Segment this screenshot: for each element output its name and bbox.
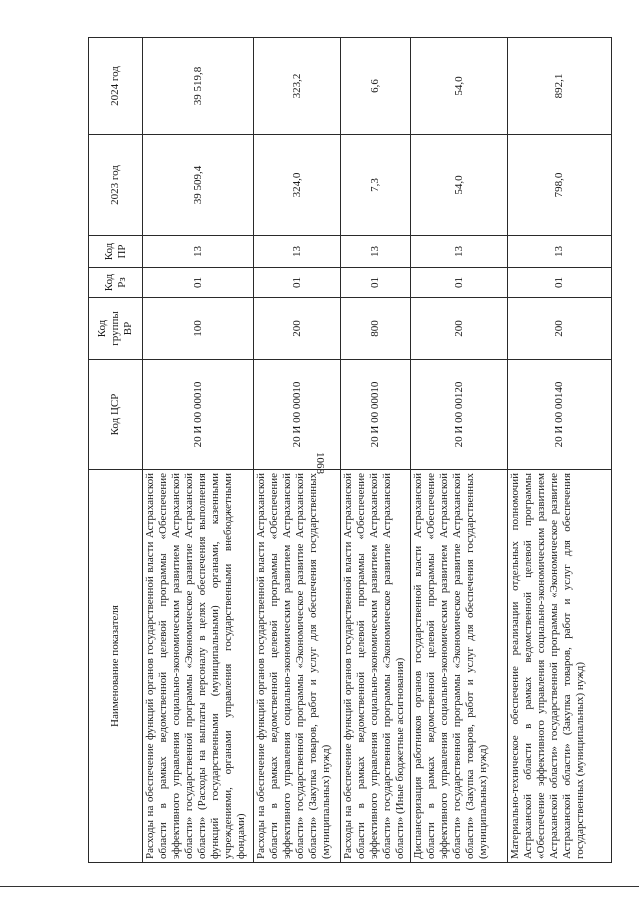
row-pr: 13 — [254, 236, 341, 268]
table-row — [341, 38, 411, 863]
row-csr: 20 И 00 00120 — [411, 360, 508, 470]
row-pr: 13 — [508, 236, 612, 268]
table-row — [508, 38, 612, 863]
row-2024: 6,6 — [341, 38, 411, 135]
row-2024: 54,0 — [411, 38, 508, 135]
row-csr: 20 И 00 00010 — [254, 360, 341, 470]
table-row — [143, 38, 254, 863]
row-2023: 798,0 — [508, 135, 612, 236]
row-name: Расходы на обеспечение функций органов государственной власти Астраханской области в рамках ведомственной целевой программы «Обеспечение эффективного управления социально-экономическим развитием Астраханской области» государственной программы «Экономическое развитие Астраханской области» (Иные бюджетные ассигнования) — [341, 470, 411, 863]
row-pr: 13 — [341, 236, 411, 268]
row-vr: 100 — [143, 298, 254, 360]
header-csr: Код ЦСР — [89, 360, 143, 470]
row-csr: 20 И 00 00140 — [508, 360, 612, 470]
header-2024: 2024 год — [89, 38, 143, 135]
table-header-row — [89, 38, 143, 863]
row-rz: 01 — [341, 268, 411, 298]
page-number: 1068 — [314, 452, 326, 474]
row-2023: 54,0 — [411, 135, 508, 236]
header-2023: 2023 год — [89, 135, 143, 236]
row-vr: 200 — [254, 298, 341, 360]
table-row — [411, 38, 508, 863]
header-name: Наименование показателя — [89, 470, 143, 863]
rotated-table-wrapper — [88, 38, 611, 863]
row-2023: 324,0 — [254, 135, 341, 236]
row-rz: 01 — [254, 268, 341, 298]
header-vr: Код группы ВР — [89, 298, 143, 360]
row-2024: 892,1 — [508, 38, 612, 135]
row-rz: 01 — [508, 268, 612, 298]
row-vr: 200 — [411, 298, 508, 360]
table-region — [88, 38, 611, 863]
row-2024: 39 519,8 — [143, 38, 254, 135]
row-name: Расходы на обеспечение функций органов государственной власти Астраханской области в рамках ведомственной целевой программы «Обеспечение эффективного управления социально-экономическим развитием Астраханской области» государственной программы «Экономическое развитие Астраханской области» (Расходы на выплаты персоналу в целях обеспечения выполнения функций государственными (муниципальными) органами, казенными учреждениями, органами управления государственными внебюджетными фондами) — [143, 470, 254, 863]
header-pr: Код ПР — [89, 236, 143, 268]
scan-border-line — [0, 886, 639, 887]
header-rz: Код Рз — [89, 268, 143, 298]
row-2023: 39 509,4 — [143, 135, 254, 236]
row-vr: 800 — [341, 298, 411, 360]
budget-table — [88, 37, 612, 863]
row-name: Диспансеризация работников органов государственной власти Астраханской области в рамках ведомственной целевой программы «Обеспечение эффективного управления социально-экономическим развитием Астраханской области» государственной программы «Экономическое развитие Астраханской области» (Закупка товаров, работ и услуг для обеспечения государственных (муниципальных) нужд) — [411, 470, 508, 863]
row-2023: 7,3 — [341, 135, 411, 236]
row-name: Материально-техническое обеспечение реализации отдельных полномочий Астраханской области в рамках ведомственной целевой программы «Обеспечение эффективного управления социально-экономическим развитием Астраханской области» государственной программы «Экономическое развитие Астраханской области» (Закупка товаров, работ и услуг для обеспечения государственных (муниципальных) нужд) — [508, 470, 612, 863]
row-pr: 13 — [411, 236, 508, 268]
row-2024: 323,2 — [254, 38, 341, 135]
row-name: Расходы на обеспечение функций органов государственной власти Астраханской области в рамках ведомственной целевой программы «Обеспечение эффективного управления социально-экономическим развитием Астраханской области» государственной программы «Экономическое развитие Астраханской области» (Закупка товаров, работ и услуг для обеспечения государственных (муниципальных) нужд) — [254, 470, 341, 863]
row-rz: 01 — [143, 268, 254, 298]
row-csr: 20 И 00 00010 — [341, 360, 411, 470]
row-vr: 200 — [508, 298, 612, 360]
row-rz: 01 — [411, 268, 508, 298]
row-csr: 20 И 00 00010 — [143, 360, 254, 470]
table-row — [254, 38, 341, 863]
row-pr: 13 — [143, 236, 254, 268]
